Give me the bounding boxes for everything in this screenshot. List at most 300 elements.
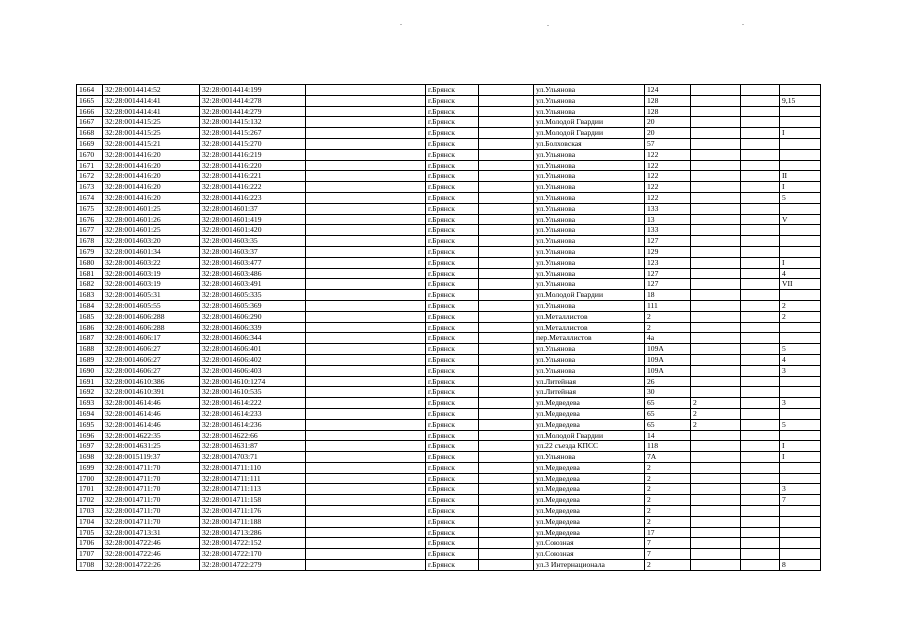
city-cell: г.Брянск [426, 203, 479, 214]
city-cell: г.Брянск [426, 333, 479, 344]
blank-column-cell [479, 128, 534, 139]
blank-column-cell [306, 365, 426, 376]
house-number-cell: 122 [645, 192, 691, 203]
blank-column-cell [479, 408, 534, 419]
building-number-cell [691, 279, 741, 290]
city-cell: г.Брянск [426, 268, 479, 279]
building-number-cell [691, 344, 741, 355]
blank-column-cell [479, 495, 534, 506]
table-row [77, 322, 821, 333]
house-number-cell: 128 [645, 95, 691, 106]
land-plot-cadastral-number-cell: 32:28:0014601:34 [103, 246, 200, 257]
blank-column-cell [741, 344, 780, 355]
city-cell: г.Брянск [426, 290, 479, 301]
blank-column-cell [479, 138, 534, 149]
table-row [77, 549, 821, 560]
land-plot-cadastral-number-cell: 32:28:0014603:19 [103, 268, 200, 279]
blank-column-cell [479, 344, 534, 355]
flat-number-cell [780, 203, 821, 214]
street-cell: ул.Ульянова [534, 257, 645, 268]
street-cell: ул.Ульянова [534, 182, 645, 193]
table-row [77, 419, 821, 430]
blank-column-cell [306, 560, 426, 571]
land-plot-cadastral-number-cell: 32:28:0014416:20 [103, 160, 200, 171]
house-number-cell: 65 [645, 398, 691, 409]
blank-column-cell [306, 203, 426, 214]
land-plot-cadastral-number-cell: 32:28:0014605:31 [103, 290, 200, 301]
blank-column-cell [306, 171, 426, 182]
street-cell: ул.Ульянова [534, 214, 645, 225]
house-number-cell: 123 [645, 257, 691, 268]
row-number-cell: 1666 [77, 106, 103, 117]
house-number-cell: 20 [645, 128, 691, 139]
blank-column-cell [306, 106, 426, 117]
row-number-cell: 1678 [77, 236, 103, 247]
building-number-cell [691, 527, 741, 538]
object-cadastral-number-cell: 32:28:0014711:111 [200, 473, 306, 484]
house-number-cell: 109А [645, 344, 691, 355]
table-row [77, 398, 821, 409]
building-number-cell [691, 484, 741, 495]
blank-column-cell [741, 441, 780, 452]
house-number-cell: 2 [645, 322, 691, 333]
land-plot-cadastral-number-cell: 32:28:0014713:31 [103, 527, 200, 538]
object-cadastral-number-cell: 32:28:0014722:170 [200, 549, 306, 560]
scan-speck [400, 24, 402, 25]
blank-column-cell [306, 322, 426, 333]
city-cell: г.Брянск [426, 516, 479, 527]
blank-column-cell [741, 387, 780, 398]
city-cell: г.Брянск [426, 311, 479, 322]
object-cadastral-number-cell: 32:28:0014605:335 [200, 290, 306, 301]
blank-column-cell [306, 419, 426, 430]
blank-column-cell [306, 117, 426, 128]
house-number-cell: 2 [645, 311, 691, 322]
table-row [77, 117, 821, 128]
table-row [77, 516, 821, 527]
blank-column-cell [741, 484, 780, 495]
building-number-cell [691, 95, 741, 106]
flat-number-cell: 3 [780, 398, 821, 409]
table-row [77, 246, 821, 257]
building-number-cell [691, 225, 741, 236]
blank-column-cell [306, 538, 426, 549]
building-number-cell [691, 495, 741, 506]
building-number-cell [691, 257, 741, 268]
table-row [77, 473, 821, 484]
street-cell: ул.Литейная [534, 387, 645, 398]
blank-column-cell [741, 149, 780, 160]
city-cell: г.Брянск [426, 128, 479, 139]
blank-column-cell [479, 214, 534, 225]
house-number-cell: 13 [645, 214, 691, 225]
blank-column-cell [741, 300, 780, 311]
blank-column-cell [306, 279, 426, 290]
row-number-cell: 1665 [77, 95, 103, 106]
land-plot-cadastral-number-cell: 32:28:0014605:55 [103, 300, 200, 311]
flat-number-cell: 2 [780, 311, 821, 322]
land-plot-cadastral-number-cell: 32:28:0014606:288 [103, 322, 200, 333]
building-number-cell [691, 365, 741, 376]
table-row [77, 354, 821, 365]
object-cadastral-number-cell: 32:28:0014601:37 [200, 203, 306, 214]
blank-column-cell [741, 160, 780, 171]
house-number-cell: 122 [645, 182, 691, 193]
blank-column-cell [479, 203, 534, 214]
flat-number-cell: 5 [780, 192, 821, 203]
row-number-cell: 1697 [77, 441, 103, 452]
house-number-cell: 7 [645, 549, 691, 560]
building-number-cell [691, 516, 741, 527]
street-cell: ул.Ульянова [534, 354, 645, 365]
house-number-cell: 2 [645, 495, 691, 506]
object-cadastral-number-cell: 32:28:0014603:37 [200, 246, 306, 257]
object-cadastral-number-cell: 32:28:0014601:420 [200, 225, 306, 236]
object-cadastral-number-cell: 32:28:0014603:491 [200, 279, 306, 290]
blank-column-cell [479, 376, 534, 387]
land-plot-cadastral-number-cell: 32:28:0014711:70 [103, 495, 200, 506]
street-cell: ул.Ульянова [534, 225, 645, 236]
building-number-cell [691, 117, 741, 128]
blank-column-cell [306, 344, 426, 355]
street-cell: ул.Ульянова [534, 236, 645, 247]
land-plot-cadastral-number-cell: 32:28:0015119:37 [103, 452, 200, 463]
blank-column-cell [741, 257, 780, 268]
table-row [77, 160, 821, 171]
row-number-cell: 1672 [77, 171, 103, 182]
building-number-cell [691, 506, 741, 517]
flat-number-cell: 2 [780, 300, 821, 311]
flat-number-cell: I [780, 257, 821, 268]
blank-column-cell [741, 225, 780, 236]
table-row [77, 527, 821, 538]
flat-number-cell: 9,15 [780, 95, 821, 106]
row-number-cell: 1704 [77, 516, 103, 527]
row-number-cell: 1699 [77, 462, 103, 473]
city-cell: г.Брянск [426, 538, 479, 549]
object-cadastral-number-cell: 32:28:0014605:369 [200, 300, 306, 311]
flat-number-cell: 7 [780, 495, 821, 506]
object-cadastral-number-cell: 32:28:0014414:279 [200, 106, 306, 117]
land-plot-cadastral-number-cell: 32:28:0014416:20 [103, 171, 200, 182]
city-cell: г.Брянск [426, 344, 479, 355]
blank-column-cell [479, 192, 534, 203]
table-row [77, 408, 821, 419]
building-number-cell [691, 376, 741, 387]
table-row [77, 268, 821, 279]
blank-column-cell [479, 225, 534, 236]
registry-body [77, 85, 821, 571]
city-cell: г.Брянск [426, 387, 479, 398]
city-cell: г.Брянск [426, 117, 479, 128]
blank-column-cell [479, 268, 534, 279]
city-cell: г.Брянск [426, 85, 479, 96]
blank-column-cell [741, 408, 780, 419]
blank-column-cell [741, 311, 780, 322]
object-cadastral-number-cell: 32:28:0014415:132 [200, 117, 306, 128]
street-cell: ул.Союзная [534, 538, 645, 549]
city-cell: г.Брянск [426, 300, 479, 311]
blank-column-cell [306, 462, 426, 473]
blank-column-cell [306, 484, 426, 495]
row-number-cell: 1682 [77, 279, 103, 290]
street-cell: ул.Молодой Гвардии [534, 117, 645, 128]
land-plot-cadastral-number-cell: 32:28:0014414:41 [103, 106, 200, 117]
flat-number-cell [780, 160, 821, 171]
object-cadastral-number-cell: 32:28:0014415:267 [200, 128, 306, 139]
city-cell: г.Брянск [426, 549, 479, 560]
blank-column-cell [306, 387, 426, 398]
object-cadastral-number-cell: 32:28:0014415:270 [200, 138, 306, 149]
blank-column-cell [741, 236, 780, 247]
building-number-cell [691, 560, 741, 571]
row-number-cell: 1670 [77, 149, 103, 160]
building-number-cell [691, 160, 741, 171]
blank-column-cell [479, 333, 534, 344]
flat-number-cell [780, 149, 821, 160]
flat-number-cell [780, 246, 821, 257]
table-row [77, 149, 821, 160]
flat-number-cell: V [780, 214, 821, 225]
house-number-cell: 122 [645, 160, 691, 171]
blank-column-cell [479, 311, 534, 322]
blank-column-cell [479, 549, 534, 560]
row-number-cell: 1702 [77, 495, 103, 506]
row-number-cell: 1700 [77, 473, 103, 484]
building-number-cell [691, 430, 741, 441]
street-cell: ул.Ульянова [534, 452, 645, 463]
building-number-cell [691, 473, 741, 484]
building-number-cell [691, 128, 741, 139]
blank-column-cell [741, 95, 780, 106]
row-number-cell: 1698 [77, 452, 103, 463]
house-number-cell: 2 [645, 560, 691, 571]
land-plot-cadastral-number-cell: 32:28:0014414:41 [103, 95, 200, 106]
land-plot-cadastral-number-cell: 32:28:0014415:25 [103, 117, 200, 128]
flat-number-cell: 4 [780, 354, 821, 365]
cadastral-registry-table [76, 84, 821, 571]
house-number-cell: 4а [645, 333, 691, 344]
object-cadastral-number-cell: 32:28:0014722:279 [200, 560, 306, 571]
row-number-cell: 1677 [77, 225, 103, 236]
city-cell: г.Брянск [426, 484, 479, 495]
object-cadastral-number-cell: 32:28:0014606:339 [200, 322, 306, 333]
object-cadastral-number-cell: 32:28:0014722:152 [200, 538, 306, 549]
table-row [77, 128, 821, 139]
flat-number-cell [780, 527, 821, 538]
blank-column-cell [306, 506, 426, 517]
table-row [77, 138, 821, 149]
row-number-cell: 1674 [77, 192, 103, 203]
building-number-cell [691, 441, 741, 452]
flat-number-cell [780, 516, 821, 527]
row-number-cell: 1679 [77, 246, 103, 257]
city-cell: г.Брянск [426, 138, 479, 149]
city-cell: г.Брянск [426, 149, 479, 160]
blank-column-cell [479, 236, 534, 247]
row-number-cell: 1684 [77, 300, 103, 311]
blank-column-cell [306, 408, 426, 419]
house-number-cell: 127 [645, 279, 691, 290]
blank-column-cell [306, 300, 426, 311]
flat-number-cell [780, 538, 821, 549]
house-number-cell: 26 [645, 376, 691, 387]
city-cell: г.Брянск [426, 473, 479, 484]
street-cell: ул.Литейная [534, 376, 645, 387]
flat-number-cell: VII [780, 279, 821, 290]
street-cell: ул.Металлистов [534, 322, 645, 333]
house-number-cell: 17 [645, 527, 691, 538]
blank-column-cell [741, 473, 780, 484]
house-number-cell: 133 [645, 203, 691, 214]
land-plot-cadastral-number-cell: 32:28:0014614:46 [103, 408, 200, 419]
blank-column-cell [741, 192, 780, 203]
row-number-cell: 1664 [77, 85, 103, 96]
building-number-cell [691, 138, 741, 149]
building-number-cell [691, 300, 741, 311]
building-number-cell [691, 290, 741, 301]
land-plot-cadastral-number-cell: 32:28:0014415:25 [103, 128, 200, 139]
blank-column-cell [479, 387, 534, 398]
street-cell: ул.Ульянова [534, 85, 645, 96]
blank-column-cell [306, 257, 426, 268]
building-number-cell: 2 [691, 398, 741, 409]
table-row [77, 441, 821, 452]
row-number-cell: 1671 [77, 160, 103, 171]
object-cadastral-number-cell: 32:28:0014610:535 [200, 387, 306, 398]
city-cell: г.Брянск [426, 160, 479, 171]
blank-column-cell [741, 203, 780, 214]
street-cell: ул.Ульянова [534, 344, 645, 355]
object-cadastral-number-cell: 32:28:0014603:477 [200, 257, 306, 268]
flat-number-cell [780, 462, 821, 473]
table-row [77, 203, 821, 214]
house-number-cell: 2 [645, 462, 691, 473]
house-number-cell: 2 [645, 516, 691, 527]
house-number-cell: 109А [645, 354, 691, 365]
city-cell: г.Брянск [426, 441, 479, 452]
street-cell: ул.Молодой Гвардии [534, 430, 645, 441]
building-number-cell [691, 149, 741, 160]
street-cell: пер.Металлистов [534, 333, 645, 344]
city-cell: г.Брянск [426, 560, 479, 571]
flat-number-cell [780, 549, 821, 560]
table-row [77, 192, 821, 203]
row-number-cell: 1708 [77, 560, 103, 571]
street-cell: ул.Союзная [534, 549, 645, 560]
blank-column-cell [479, 149, 534, 160]
table-row [77, 495, 821, 506]
table-row [77, 85, 821, 96]
table-row [77, 300, 821, 311]
flat-number-cell [780, 85, 821, 96]
street-cell: ул.Ульянова [534, 246, 645, 257]
house-number-cell: 2 [645, 484, 691, 495]
flat-number-cell [780, 106, 821, 117]
blank-column-cell [306, 473, 426, 484]
house-number-cell: 122 [645, 149, 691, 160]
row-number-cell: 1690 [77, 365, 103, 376]
flat-number-cell [780, 138, 821, 149]
table-row [77, 387, 821, 398]
building-number-cell [691, 182, 741, 193]
object-cadastral-number-cell: 32:28:0014416:221 [200, 171, 306, 182]
row-number-cell: 1680 [77, 257, 103, 268]
row-number-cell: 1668 [77, 128, 103, 139]
object-cadastral-number-cell: 32:28:0014713:286 [200, 527, 306, 538]
land-plot-cadastral-number-cell: 32:28:0014601:25 [103, 203, 200, 214]
city-cell: г.Брянск [426, 279, 479, 290]
land-plot-cadastral-number-cell: 32:28:0014416:20 [103, 192, 200, 203]
house-number-cell: 57 [645, 138, 691, 149]
blank-column-cell [479, 398, 534, 409]
land-plot-cadastral-number-cell: 32:28:0014711:70 [103, 516, 200, 527]
object-cadastral-number-cell: 32:28:0014622:66 [200, 430, 306, 441]
street-cell: ул.Медведева [534, 495, 645, 506]
table-row [77, 506, 821, 517]
object-cadastral-number-cell: 32:28:0014711:113 [200, 484, 306, 495]
city-cell: г.Брянск [426, 214, 479, 225]
row-number-cell: 1667 [77, 117, 103, 128]
table-row [77, 430, 821, 441]
object-cadastral-number-cell: 32:28:0014711:176 [200, 506, 306, 517]
blank-column-cell [479, 430, 534, 441]
city-cell: г.Брянск [426, 236, 479, 247]
house-number-cell: 127 [645, 268, 691, 279]
object-cadastral-number-cell: 32:28:0014603:486 [200, 268, 306, 279]
street-cell: ул.Ульянова [534, 300, 645, 311]
flat-number-cell [780, 376, 821, 387]
street-cell: ул.Ульянова [534, 149, 645, 160]
building-number-cell [691, 85, 741, 96]
flat-number-cell: 8 [780, 560, 821, 571]
land-plot-cadastral-number-cell: 32:28:0014722:46 [103, 538, 200, 549]
blank-column-cell [741, 398, 780, 409]
blank-column-cell [479, 538, 534, 549]
flat-number-cell: 4 [780, 268, 821, 279]
street-cell: ул.Ульянова [534, 106, 645, 117]
blank-column-cell [306, 376, 426, 387]
blank-column-cell [306, 225, 426, 236]
flat-number-cell [780, 225, 821, 236]
table-row [77, 225, 821, 236]
street-cell: ул.Медведева [534, 462, 645, 473]
street-cell: ул.Медведева [534, 398, 645, 409]
city-cell: г.Брянск [426, 462, 479, 473]
row-number-cell: 1685 [77, 311, 103, 322]
building-number-cell [691, 538, 741, 549]
row-number-cell: 1688 [77, 344, 103, 355]
blank-column-cell [741, 538, 780, 549]
blank-column-cell [479, 257, 534, 268]
city-cell: г.Брянск [426, 398, 479, 409]
blank-column-cell [741, 106, 780, 117]
blank-column-cell [741, 376, 780, 387]
house-number-cell: 127 [645, 236, 691, 247]
table-row [77, 452, 821, 463]
blank-column-cell [741, 117, 780, 128]
city-cell: г.Брянск [426, 430, 479, 441]
blank-column-cell [741, 365, 780, 376]
building-number-cell: 2 [691, 408, 741, 419]
table-row [77, 376, 821, 387]
table-row [77, 257, 821, 268]
building-number-cell [691, 171, 741, 182]
house-number-cell: 133 [645, 225, 691, 236]
building-number-cell [691, 333, 741, 344]
land-plot-cadastral-number-cell: 32:28:0014603:20 [103, 236, 200, 247]
blank-column-cell [741, 419, 780, 430]
